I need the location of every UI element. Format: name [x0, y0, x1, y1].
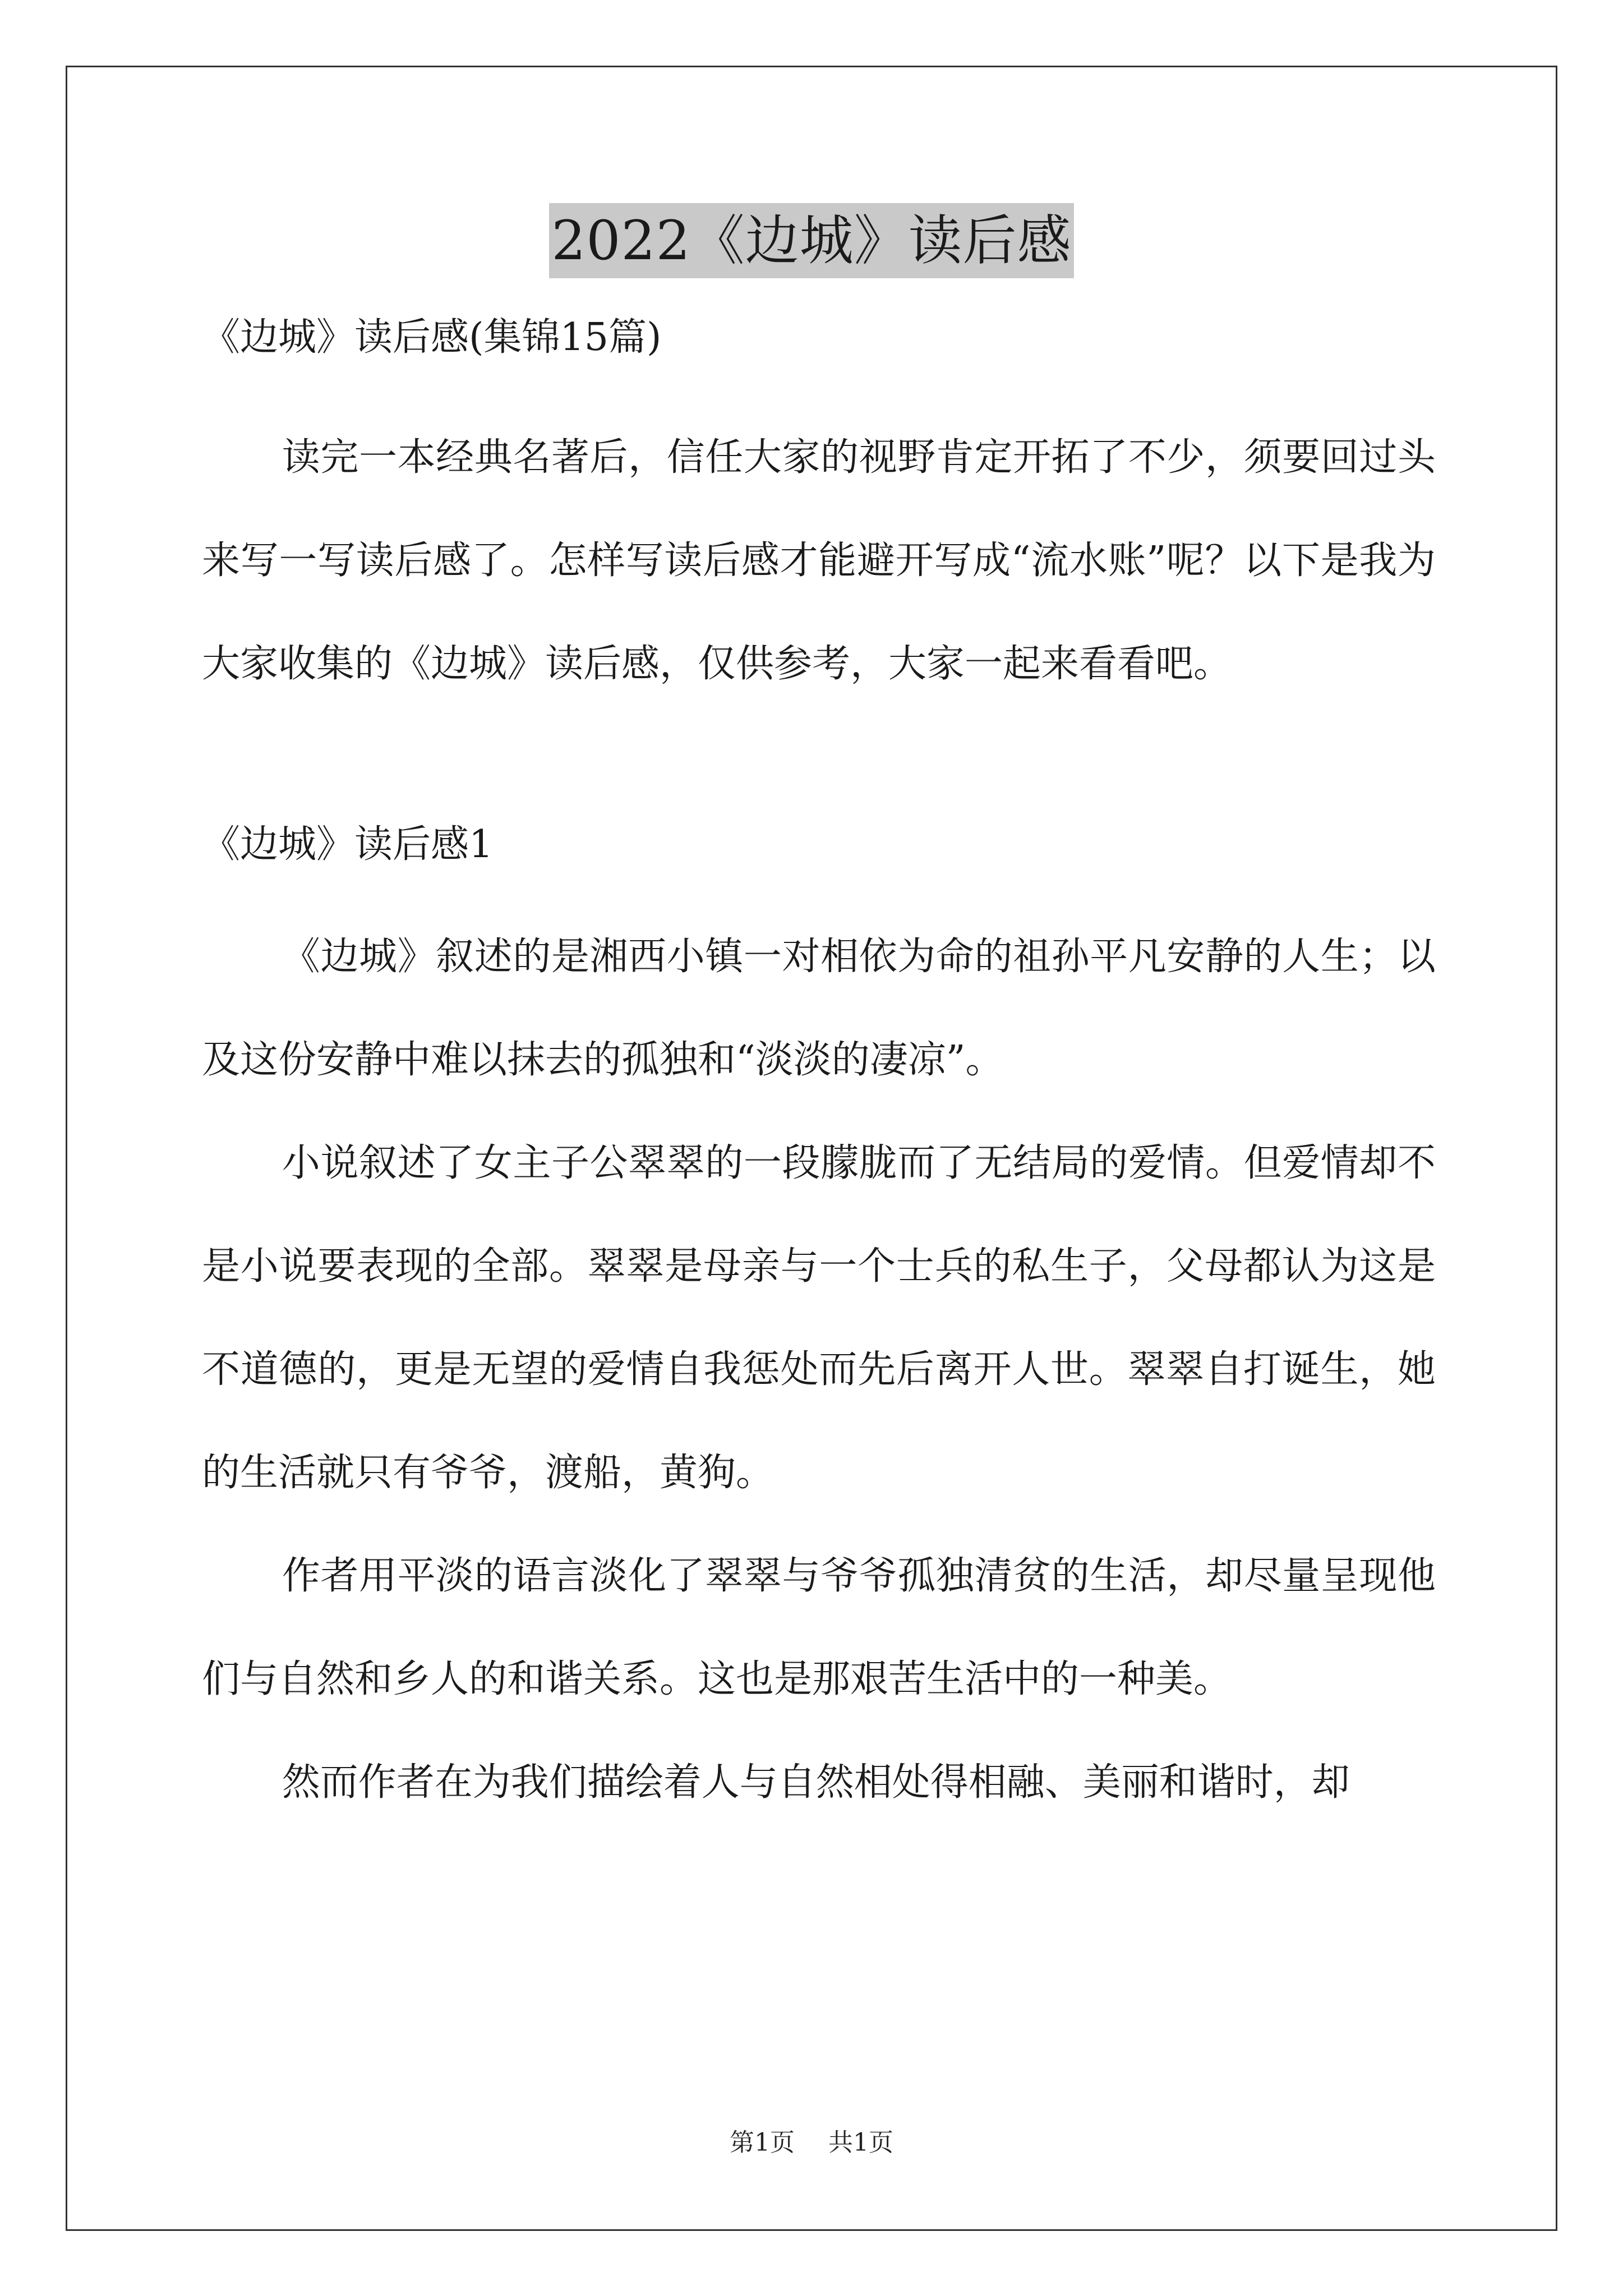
page-total: 共1页	[828, 2128, 893, 2157]
body-paragraph-1: 《边城》叙述的是湘西小镇一对相依为命的祖孙平凡安静的人生；以及这份安静中难以抹去的孤独和“淡淡的凄凉”。	[202, 935, 1436, 1082]
page-title: 2022《边城》读后感	[549, 203, 1073, 278]
document-body	[202, 310, 1436, 1834]
section-title: 《边城》读后感1	[202, 822, 494, 867]
title-wrap	[0, 203, 1623, 278]
page-footer	[0, 2126, 1623, 2160]
body-paragraph-3: 作者用平淡的语言淡化了翠翠与爷爷孤独清贫的生活，却尽量呈现他们与自然和乡人的和谐关系。这也是那艰苦生活中的一种美。	[202, 1554, 1436, 1701]
body-paragraph-2: 小说叙述了女主子公翠翠的一段朦胧而了无结局的爱情。但爱情却不是小说要表现的全部。翠翠是母亲与一个士兵的私生子，父母都认为这是不道德的，更是无望的爱情自我惩处而先后离开人世。翠翠自打诞生，她的生活就只有爷爷，渡船，黄狗。	[202, 1141, 1436, 1495]
body-paragraph-4: 然而作者在为我们描绘着人与自然相处得相融、美丽和谐时，却	[282, 1760, 1350, 1805]
document-subtitle: 《边城》读后感(集锦15篇)	[202, 315, 662, 360]
intro-paragraph: 读完一本经典名著后，信任大家的视野肯定开拓了不少，须要回过头来写一写读后感了。怎样写读后感才能避开写成“流水账”呢？以下是我为大家收集的《边城》读后感，仅供参考，大家一起来看看吧。	[202, 435, 1436, 686]
page-number: 第1页	[730, 2128, 795, 2157]
